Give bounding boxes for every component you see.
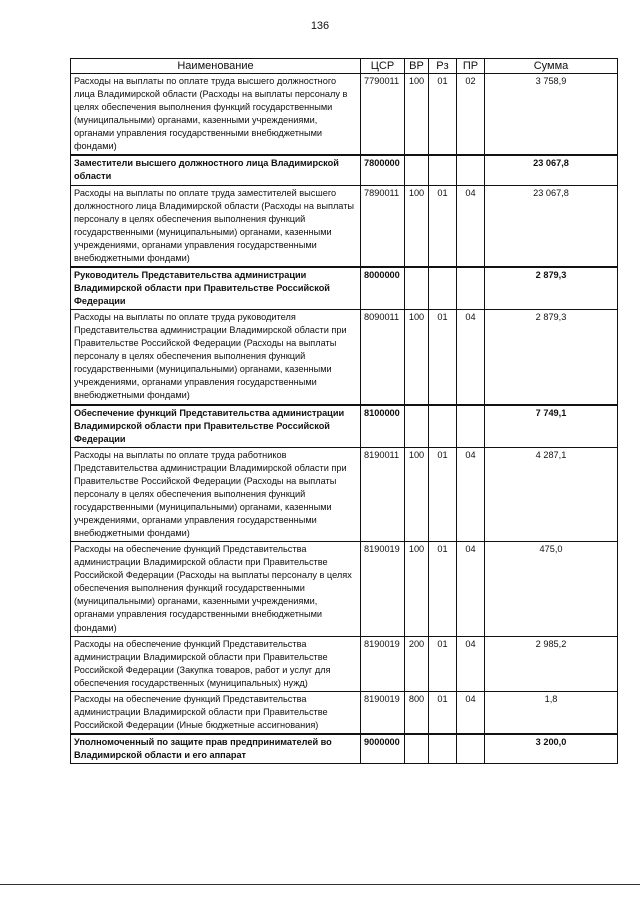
cell-sum: 2 879,3 <box>485 267 618 310</box>
cell-rz <box>429 267 457 310</box>
cell-csr: 8190019 <box>361 691 405 734</box>
cell-pr: 04 <box>457 691 485 734</box>
cell-vr <box>405 267 429 310</box>
cell-sum: 1,8 <box>485 691 618 734</box>
cell-pr <box>457 405 485 448</box>
cell-rz: 01 <box>429 636 457 691</box>
cell-name: Расходы на обеспечение функций Представительства администрации Владимирской области при Правительстве Российской Федерации (Закупка товаров, работ и услуг для обеспечения государственных (муниципальных) нужд) <box>71 636 361 691</box>
cell-pr <box>457 734 485 764</box>
cell-name: Руководитель Представительства администрации Владимирской области при Правительстве Российской Федерации <box>71 267 361 310</box>
table-row <box>71 310 618 405</box>
cell-sum: 2 879,3 <box>485 310 618 405</box>
header-name: Наименование <box>71 59 361 74</box>
cell-rz: 01 <box>429 74 457 156</box>
table-row <box>71 691 618 734</box>
header-vr: ВР <box>405 59 429 74</box>
header-sum: Сумма <box>485 59 618 74</box>
cell-csr: 8100000 <box>361 405 405 448</box>
cell-pr: 04 <box>457 542 485 636</box>
cell-vr: 100 <box>405 185 429 267</box>
budget-table <box>70 58 618 764</box>
cell-vr <box>405 155 429 185</box>
table-row <box>71 447 618 541</box>
cell-name: Расходы на обеспечение функций Представительства администрации Владимирской области при Правительстве Российской Федерации (Иные бюджетные ассигнования) <box>71 691 361 734</box>
cell-csr: 8000000 <box>361 267 405 310</box>
cell-rz: 01 <box>429 310 457 405</box>
cell-rz <box>429 734 457 764</box>
cell-pr: 04 <box>457 447 485 541</box>
table-row <box>71 542 618 636</box>
cell-sum: 475,0 <box>485 542 618 636</box>
table-row-group <box>71 267 618 310</box>
cell-pr: 02 <box>457 74 485 156</box>
cell-sum: 2 985,2 <box>485 636 618 691</box>
cell-csr: 8190011 <box>361 447 405 541</box>
cell-vr: 200 <box>405 636 429 691</box>
cell-csr: 8190019 <box>361 636 405 691</box>
header-rz: Рз <box>429 59 457 74</box>
cell-pr <box>457 155 485 185</box>
cell-csr: 9000000 <box>361 734 405 764</box>
header-pr: ПР <box>457 59 485 74</box>
cell-sum: 4 287,1 <box>485 447 618 541</box>
table-row-group <box>71 734 618 764</box>
cell-pr <box>457 267 485 310</box>
cell-sum: 23 067,8 <box>485 155 618 185</box>
cell-pr: 04 <box>457 636 485 691</box>
cell-csr: 7890011 <box>361 185 405 267</box>
cell-csr: 8190019 <box>361 542 405 636</box>
cell-sum: 3 758,9 <box>485 74 618 156</box>
table-header-row <box>71 59 618 74</box>
cell-csr: 8090011 <box>361 310 405 405</box>
cell-rz <box>429 155 457 185</box>
cell-name: Расходы на обеспечение функций Представительства администрации Владимирской области при Правительстве Российской Федерации (Расходы на выплаты персоналу в целях обеспечения выполнения функций государственными (муниципальными) органами, казенными учреждениями, органами управления государственными внебюджетными фондами) <box>71 542 361 636</box>
cell-sum: 23 067,8 <box>485 185 618 267</box>
cell-name: Заместители высшего должностного лица Владимирской области <box>71 155 361 185</box>
page-number: 136 <box>310 20 330 32</box>
cell-vr: 100 <box>405 310 429 405</box>
cell-name: Расходы на выплаты по оплате труда работников Представительства администрации Владимирской области при Правительстве Российской Федерации (Расходы на выплаты персоналу в целях обеспечения выполнения функций государственными (муниципальными) органами, казенными учреждениями, органами управления государственными внебюджетными фондами) <box>71 447 361 541</box>
cell-rz: 01 <box>429 542 457 636</box>
cell-vr <box>405 405 429 448</box>
table-row <box>71 74 618 156</box>
cell-rz <box>429 405 457 448</box>
cell-vr: 100 <box>405 542 429 636</box>
cell-csr: 7800000 <box>361 155 405 185</box>
cell-pr: 04 <box>457 310 485 405</box>
cell-name: Обеспечение функций Представительства администрации Владимирской области при Правительстве Российской Федерации <box>71 405 361 448</box>
table-row-group <box>71 155 618 185</box>
cell-name: Расходы на выплаты по оплате труда высшего должностного лица Владимирской области (Расходы на выплаты персоналу в целях обеспечения выполнения функций государственными (муниципальными) органами, казенными учреждениями, органами управления государственными внебюджетными фондами) <box>71 74 361 156</box>
cell-name: Расходы на выплаты по оплате труда заместителей высшего должностного лица Владимирской области (Расходы на выплаты персоналу в целях обеспечения выполнения функций государственными (муниципальными) органами, казенными учреждениями, органами управления государственными внебюджетными фондами) <box>71 185 361 267</box>
cell-rz: 01 <box>429 691 457 734</box>
cell-rz: 01 <box>429 185 457 267</box>
bottom-divider <box>0 884 640 885</box>
cell-vr: 100 <box>405 447 429 541</box>
cell-sum: 3 200,0 <box>485 734 618 764</box>
cell-vr <box>405 734 429 764</box>
cell-vr: 100 <box>405 74 429 156</box>
cell-name: Расходы на выплаты по оплате труда руководителя Представительства администрации Владимирской области при Правительстве Российской Федерации (Расходы на выплаты персоналу в целях обеспечения выполнения функций государственными (муниципальными) органами, казенными учреждениями, органами управления государственными внебюджетными фондами) <box>71 310 361 405</box>
header-csr: ЦСР <box>361 59 405 74</box>
table-row <box>71 185 618 267</box>
cell-sum: 7 749,1 <box>485 405 618 448</box>
cell-vr: 800 <box>405 691 429 734</box>
cell-name: Уполномоченный по защите прав предпринимателей во Владимирской области и его аппарат <box>71 734 361 764</box>
cell-rz: 01 <box>429 447 457 541</box>
cell-pr: 04 <box>457 185 485 267</box>
table-row <box>71 636 618 691</box>
table-row-group <box>71 405 618 448</box>
cell-csr: 7790011 <box>361 74 405 156</box>
